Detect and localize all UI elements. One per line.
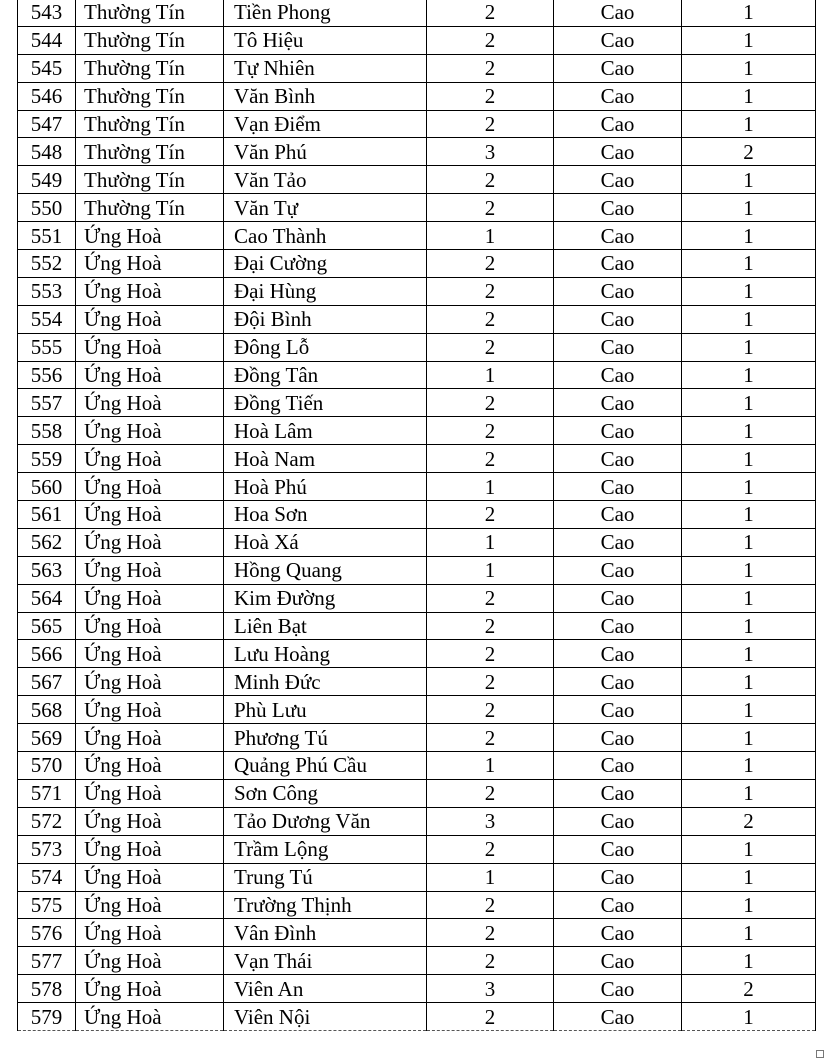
- cell-district: Ứng Hoà: [76, 250, 224, 278]
- cell-level: Cao: [554, 612, 682, 640]
- cell-count-a: 2: [427, 277, 554, 305]
- cell-commune: Tiền Phong: [224, 0, 427, 26]
- cell-count-b: 1: [682, 696, 816, 724]
- cell-stt: 555: [18, 333, 76, 361]
- cell-count-b: 1: [682, 556, 816, 584]
- cell-stt: 579: [18, 1003, 76, 1031]
- cell-count-b: 1: [682, 361, 816, 389]
- cell-count-b: 1: [682, 194, 816, 222]
- cell-count-a: 2: [427, 389, 554, 417]
- table-row: [18, 752, 816, 780]
- cell-stt: 578: [18, 975, 76, 1003]
- cell-count-b: 2: [682, 975, 816, 1003]
- cell-count-a: 2: [427, 724, 554, 752]
- cell-stt: 545: [18, 54, 76, 82]
- cell-count-a: 2: [427, 54, 554, 82]
- cell-commune: Trầm Lộng: [224, 835, 427, 863]
- cell-count-a: 2: [427, 919, 554, 947]
- cell-level: Cao: [554, 26, 682, 54]
- cell-count-b: 1: [682, 250, 816, 278]
- cell-level: Cao: [554, 222, 682, 250]
- cell-level: Cao: [554, 82, 682, 110]
- cell-stt: 575: [18, 891, 76, 919]
- cell-commune: Đại Hùng: [224, 277, 427, 305]
- table-row: [18, 277, 816, 305]
- cell-district: Ứng Hoà: [76, 305, 224, 333]
- cell-count-b: 1: [682, 0, 816, 26]
- cell-level: Cao: [554, 724, 682, 752]
- cell-count-b: 1: [682, 333, 816, 361]
- cell-level: Cao: [554, 863, 682, 891]
- cell-level: Cao: [554, 779, 682, 807]
- cell-stt: 553: [18, 277, 76, 305]
- cell-count-a: 2: [427, 110, 554, 138]
- cell-stt: 571: [18, 779, 76, 807]
- cell-district: Ứng Hoà: [76, 640, 224, 668]
- table-row: [18, 194, 816, 222]
- cell-stt: 560: [18, 473, 76, 501]
- table-row: [18, 82, 816, 110]
- cell-count-a: 2: [427, 779, 554, 807]
- cell-level: Cao: [554, 556, 682, 584]
- cell-level: Cao: [554, 947, 682, 975]
- cell-commune: Đại Cường: [224, 250, 427, 278]
- cell-count-a: 1: [427, 556, 554, 584]
- cell-count-a: 2: [427, 166, 554, 194]
- cell-district: Ứng Hoà: [76, 891, 224, 919]
- table-row: [18, 445, 816, 473]
- cell-count-a: 2: [427, 26, 554, 54]
- cell-count-a: 3: [427, 975, 554, 1003]
- table-row: [18, 696, 816, 724]
- cell-count-a: 2: [427, 305, 554, 333]
- cell-district: Ứng Hoà: [76, 361, 224, 389]
- cell-stt: 568: [18, 696, 76, 724]
- cell-count-b: 1: [682, 166, 816, 194]
- cell-district: Ứng Hoà: [76, 752, 224, 780]
- cell-count-a: 3: [427, 807, 554, 835]
- table-row: [18, 166, 816, 194]
- cell-district: Thường Tín: [76, 138, 224, 166]
- cell-count-a: 1: [427, 752, 554, 780]
- cell-stt: 561: [18, 501, 76, 529]
- cell-district: Ứng Hoà: [76, 724, 224, 752]
- cell-count-b: 1: [682, 863, 816, 891]
- table-row: [18, 305, 816, 333]
- cell-count-b: 1: [682, 1003, 816, 1031]
- cell-stt: 567: [18, 668, 76, 696]
- cell-level: Cao: [554, 640, 682, 668]
- cell-level: Cao: [554, 361, 682, 389]
- cell-count-a: 2: [427, 417, 554, 445]
- table-row: [18, 473, 816, 501]
- cell-count-a: 2: [427, 947, 554, 975]
- cell-commune: Hoà Phú: [224, 473, 427, 501]
- cell-level: Cao: [554, 696, 682, 724]
- cell-count-a: 1: [427, 222, 554, 250]
- table-row: [18, 501, 816, 529]
- cell-stt: 554: [18, 305, 76, 333]
- cell-stt: 570: [18, 752, 76, 780]
- cell-count-b: 1: [682, 110, 816, 138]
- table-row: [18, 975, 816, 1003]
- cell-stt: 556: [18, 361, 76, 389]
- cell-level: Cao: [554, 975, 682, 1003]
- cell-stt: 574: [18, 863, 76, 891]
- cell-level: Cao: [554, 138, 682, 166]
- cell-stt: 557: [18, 389, 76, 417]
- cell-count-a: 1: [427, 863, 554, 891]
- cell-level: Cao: [554, 668, 682, 696]
- cell-stt: 558: [18, 417, 76, 445]
- cell-level: Cao: [554, 835, 682, 863]
- cell-count-a: 2: [427, 668, 554, 696]
- table-row: [18, 250, 816, 278]
- cell-stt: 547: [18, 110, 76, 138]
- cell-count-a: 2: [427, 250, 554, 278]
- table-row: [18, 0, 816, 26]
- cell-count-b: 1: [682, 891, 816, 919]
- cell-count-b: 1: [682, 82, 816, 110]
- table-body: [18, 0, 816, 1030]
- cell-count-a: 2: [427, 835, 554, 863]
- cell-count-a: 2: [427, 194, 554, 222]
- cell-count-a: 1: [427, 473, 554, 501]
- cell-district: Ứng Hoà: [76, 668, 224, 696]
- cell-level: Cao: [554, 333, 682, 361]
- cell-count-b: 2: [682, 807, 816, 835]
- cell-district: Ứng Hoà: [76, 1003, 224, 1031]
- cell-district: Ứng Hoà: [76, 835, 224, 863]
- cell-count-b: 1: [682, 501, 816, 529]
- cell-district: Ứng Hoà: [76, 612, 224, 640]
- cell-stt: 543: [18, 0, 76, 26]
- table-row: [18, 612, 816, 640]
- cell-count-a: 1: [427, 528, 554, 556]
- table-row: [18, 138, 816, 166]
- cell-commune: Hồng Quang: [224, 556, 427, 584]
- cell-district: Ứng Hoà: [76, 556, 224, 584]
- cell-commune: Tự Nhiên: [224, 54, 427, 82]
- cell-level: Cao: [554, 919, 682, 947]
- table-row: [18, 556, 816, 584]
- cell-level: Cao: [554, 277, 682, 305]
- cell-level: Cao: [554, 389, 682, 417]
- cell-stt: 569: [18, 724, 76, 752]
- cell-stt: 576: [18, 919, 76, 947]
- cell-stt: 566: [18, 640, 76, 668]
- cell-commune: Trường Thịnh: [224, 891, 427, 919]
- table-row: [18, 779, 816, 807]
- cell-district: Ứng Hoà: [76, 277, 224, 305]
- cell-commune: Lưu Hoàng: [224, 640, 427, 668]
- cell-level: Cao: [554, 528, 682, 556]
- cell-count-b: 1: [682, 724, 816, 752]
- table-row: [18, 807, 816, 835]
- table-row: [18, 668, 816, 696]
- cell-district: Ứng Hoà: [76, 473, 224, 501]
- cell-count-a: 2: [427, 696, 554, 724]
- cell-commune: Tảo Dương Văn: [224, 807, 427, 835]
- cell-level: Cao: [554, 250, 682, 278]
- cell-stt: 551: [18, 222, 76, 250]
- cell-district: Ứng Hoà: [76, 919, 224, 947]
- cell-level: Cao: [554, 807, 682, 835]
- cell-commune: Sơn Công: [224, 779, 427, 807]
- cell-count-a: 2: [427, 640, 554, 668]
- cell-count-b: 1: [682, 752, 816, 780]
- cell-commune: Hoa Sơn: [224, 501, 427, 529]
- cell-level: Cao: [554, 305, 682, 333]
- cell-count-b: 1: [682, 389, 816, 417]
- table-row: [18, 640, 816, 668]
- cell-district: Ứng Hoà: [76, 501, 224, 529]
- cell-commune: Đồng Tân: [224, 361, 427, 389]
- cell-commune: Vạn Điểm: [224, 110, 427, 138]
- table-row: [18, 54, 816, 82]
- cell-commune: Hoà Nam: [224, 445, 427, 473]
- table-row: [18, 947, 816, 975]
- cell-level: Cao: [554, 752, 682, 780]
- cell-commune: Viên Nội: [224, 1003, 427, 1031]
- cell-level: Cao: [554, 110, 682, 138]
- cell-district: Ứng Hoà: [76, 528, 224, 556]
- cell-count-a: 2: [427, 612, 554, 640]
- cell-district: Ứng Hoà: [76, 947, 224, 975]
- table-row: [18, 528, 816, 556]
- cell-count-a: 1: [427, 361, 554, 389]
- cell-level: Cao: [554, 584, 682, 612]
- cell-count-a: 2: [427, 501, 554, 529]
- table-row: [18, 584, 816, 612]
- table-row: [18, 891, 816, 919]
- cell-count-b: 1: [682, 445, 816, 473]
- cell-commune: Văn Phú: [224, 138, 427, 166]
- cell-district: Thường Tín: [76, 0, 224, 26]
- cell-count-a: 2: [427, 584, 554, 612]
- cell-count-b: 1: [682, 473, 816, 501]
- cell-level: Cao: [554, 0, 682, 26]
- cell-level: Cao: [554, 417, 682, 445]
- cell-stt: 573: [18, 835, 76, 863]
- cell-stt: 564: [18, 584, 76, 612]
- table-row: [18, 222, 816, 250]
- table-row: [18, 26, 816, 54]
- table-row: [18, 919, 816, 947]
- cell-commune: Đông Lỗ: [224, 333, 427, 361]
- cell-commune: Phù Lưu: [224, 696, 427, 724]
- cell-commune: Văn Bình: [224, 82, 427, 110]
- cell-stt: 550: [18, 194, 76, 222]
- cell-district: Ứng Hoà: [76, 975, 224, 1003]
- cell-count-b: 1: [682, 584, 816, 612]
- cell-count-a: 2: [427, 445, 554, 473]
- cell-district: Thường Tín: [76, 166, 224, 194]
- cell-level: Cao: [554, 445, 682, 473]
- cell-count-b: 1: [682, 640, 816, 668]
- cell-commune: Đội Bình: [224, 305, 427, 333]
- cell-district: Thường Tín: [76, 54, 224, 82]
- cell-district: Ứng Hoà: [76, 696, 224, 724]
- cell-commune: Hoà Lâm: [224, 417, 427, 445]
- cell-count-b: 1: [682, 919, 816, 947]
- commune-table: [17, 0, 816, 1031]
- cell-stt: 563: [18, 556, 76, 584]
- cell-district: Ứng Hoà: [76, 807, 224, 835]
- cell-stt: 549: [18, 166, 76, 194]
- cell-level: Cao: [554, 473, 682, 501]
- cell-commune: Quảng Phú Cầu: [224, 752, 427, 780]
- cell-count-b: 1: [682, 528, 816, 556]
- cell-commune: Tô Hiệu: [224, 26, 427, 54]
- cell-commune: Liên Bạt: [224, 612, 427, 640]
- cell-level: Cao: [554, 166, 682, 194]
- cell-district: Ứng Hoà: [76, 222, 224, 250]
- cell-level: Cao: [554, 891, 682, 919]
- cell-stt: 552: [18, 250, 76, 278]
- cell-count-b: 1: [682, 947, 816, 975]
- cell-district: Ứng Hoà: [76, 389, 224, 417]
- resize-handle[interactable]: [816, 1050, 824, 1058]
- cell-count-a: 2: [427, 1003, 554, 1031]
- cell-commune: Viên An: [224, 975, 427, 1003]
- table-row: [18, 835, 816, 863]
- table-row: [18, 724, 816, 752]
- cell-district: Ứng Hoà: [76, 417, 224, 445]
- cell-stt: 565: [18, 612, 76, 640]
- cell-district: Ứng Hoà: [76, 779, 224, 807]
- cell-stt: 572: [18, 807, 76, 835]
- cell-count-b: 1: [682, 779, 816, 807]
- cell-count-a: 2: [427, 333, 554, 361]
- cell-count-b: 2: [682, 138, 816, 166]
- cell-district: Thường Tín: [76, 110, 224, 138]
- cell-count-a: 2: [427, 0, 554, 26]
- cell-stt: 577: [18, 947, 76, 975]
- cell-district: Thường Tín: [76, 26, 224, 54]
- cell-count-a: 2: [427, 82, 554, 110]
- cell-commune: Hoà Xá: [224, 528, 427, 556]
- cell-commune: Văn Tảo: [224, 166, 427, 194]
- cell-count-b: 1: [682, 222, 816, 250]
- cell-count-b: 1: [682, 612, 816, 640]
- cell-level: Cao: [554, 1003, 682, 1031]
- table-row: [18, 1003, 816, 1031]
- cell-count-b: 1: [682, 305, 816, 333]
- cell-district: Ứng Hoà: [76, 445, 224, 473]
- cell-commune: Minh Đức: [224, 668, 427, 696]
- cell-commune: Cao Thành: [224, 222, 427, 250]
- cell-count-b: 1: [682, 26, 816, 54]
- table-row: [18, 389, 816, 417]
- cell-commune: Trung Tú: [224, 863, 427, 891]
- cell-stt: 562: [18, 528, 76, 556]
- cell-stt: 548: [18, 138, 76, 166]
- table-row: [18, 333, 816, 361]
- cell-stt: 546: [18, 82, 76, 110]
- cell-district: Thường Tín: [76, 194, 224, 222]
- cell-commune: Phương Tú: [224, 724, 427, 752]
- cell-stt: 559: [18, 445, 76, 473]
- cell-district: Ứng Hoà: [76, 863, 224, 891]
- cell-commune: Vân Đình: [224, 919, 427, 947]
- cell-commune: Đồng Tiến: [224, 389, 427, 417]
- cell-level: Cao: [554, 194, 682, 222]
- cell-district: Ứng Hoà: [76, 333, 224, 361]
- cell-stt: 544: [18, 26, 76, 54]
- table-row: [18, 361, 816, 389]
- cell-district: Thường Tín: [76, 82, 224, 110]
- table-row: [18, 417, 816, 445]
- cell-commune: Vạn Thái: [224, 947, 427, 975]
- cell-count-b: 1: [682, 668, 816, 696]
- cell-count-b: 1: [682, 277, 816, 305]
- cell-level: Cao: [554, 54, 682, 82]
- table-row: [18, 110, 816, 138]
- cell-district: Ứng Hoà: [76, 584, 224, 612]
- cell-level: Cao: [554, 501, 682, 529]
- cell-count-a: 2: [427, 891, 554, 919]
- cell-count-a: 3: [427, 138, 554, 166]
- cell-commune: Văn Tự: [224, 194, 427, 222]
- cell-commune: Kim Đường: [224, 584, 427, 612]
- cell-count-b: 1: [682, 835, 816, 863]
- cell-count-b: 1: [682, 417, 816, 445]
- cell-count-b: 1: [682, 54, 816, 82]
- table-row: [18, 863, 816, 891]
